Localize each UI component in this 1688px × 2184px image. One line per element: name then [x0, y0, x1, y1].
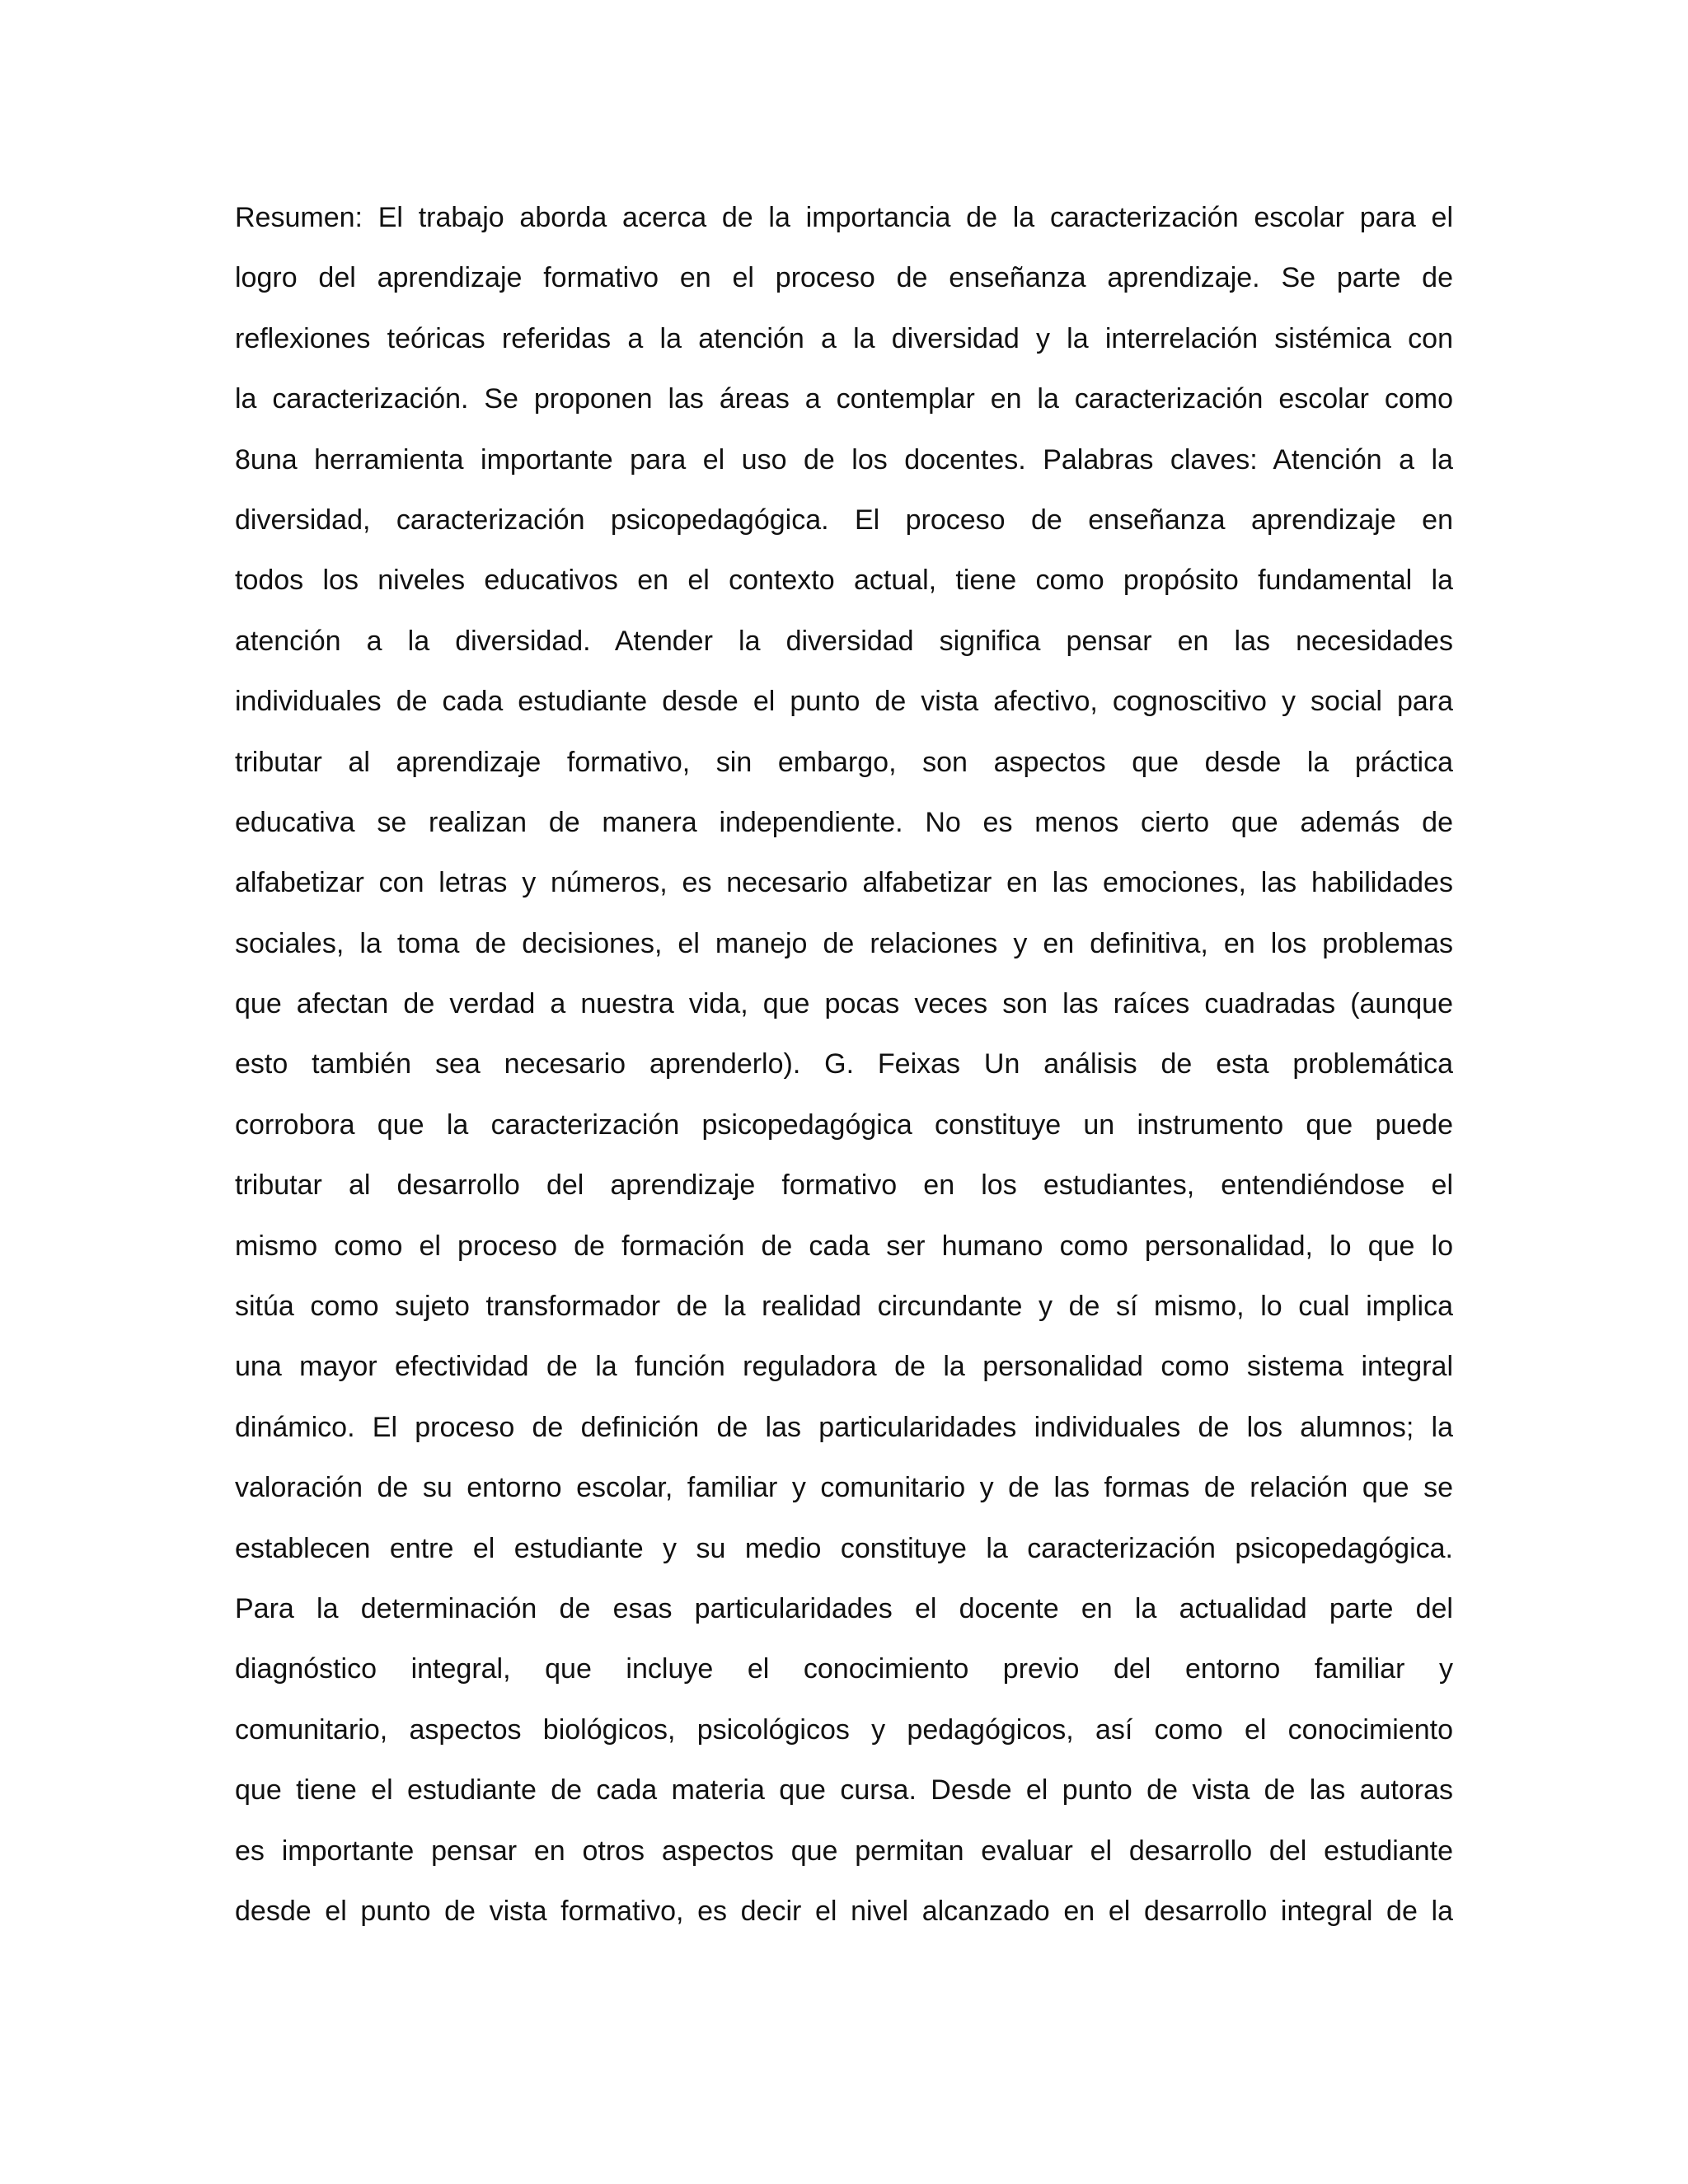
text-line: comunitario, aspectos biológicos, psicológicos y pedagógicos, así como el conocimiento — [235, 1713, 1453, 1746]
text-line: Para la determinación de esas particularidades el docente en la actualidad parte del — [235, 1592, 1453, 1624]
text-line: mismo como el proceso de formación de cada ser humano como personalidad, lo que lo — [235, 1230, 1453, 1262]
text-line: que tiene el estudiante de cada materia que cursa. Desde el punto de vista de las autoras — [235, 1774, 1453, 1807]
text-line: que afectan de verdad a nuestra vida, que pocas veces son las raíces cuadradas (aunque — [235, 988, 1453, 1020]
body-paragraph — [235, 188, 1453, 1968]
text-line: sitúa como sujeto transformador de la realidad circundante y de sí mismo, lo cual implica — [235, 1291, 1453, 1323]
text-line: atención a la diversidad. Atender la diversidad significa pensar en las necesidades — [235, 625, 1453, 657]
text-line: corrobora que la caracterización psicopedagógica constituye un instrumento que puede — [235, 1108, 1453, 1141]
text-line: sociales, la toma de decisiones, el manejo de relaciones y en definitiva, en los problemas — [235, 927, 1453, 959]
text-line: educativa se realizan de manera independiente. No es menos cierto que además de — [235, 806, 1453, 838]
text-line: alfabetizar con letras y números, es necesario alfabetizar en las emociones, las habilidades — [235, 867, 1453, 899]
text-line: individuales de cada estudiante desde el punto de vista afectivo, cognoscitivo y social para — [235, 686, 1453, 718]
text-line: tributar al desarrollo del aprendizaje formativo en los estudiantes, entendiéndose el — [235, 1169, 1453, 1202]
text-line: establecen entre el estudiante y su medio constituye la caracterización psicopedagógica. — [235, 1532, 1453, 1564]
text-line: reflexiones teóricas referidas a la atención a la diversidad y la interrelación sistémica con — [235, 322, 1453, 354]
text-line: la caracterización. Se proponen las áreas a contemplar en la caracterización escolar como — [235, 383, 1453, 415]
text-line: todos los niveles educativos en el contexto actual, tiene como propósito fundamental la — [235, 565, 1453, 597]
text-line: diversidad, caracterización psicopedagógica. El proceso de enseñanza aprendizaje en — [235, 504, 1453, 536]
text-line: valoración de su entorno escolar, familiar y comunitario y de las formas de relación que se — [235, 1472, 1453, 1504]
text-line: tributar al aprendizaje formativo, sin embargo, son aspectos que desde la práctica — [235, 746, 1453, 778]
text-line: desde el punto de vista formativo, es decir el nivel alcanzado en el desarrollo integral de la — [235, 1895, 1453, 1927]
text-line: esto también sea necesario aprenderlo). G. Feixas Un análisis de esta problemática — [235, 1048, 1453, 1080]
text-line: es importante pensar en otros aspectos que permitan evaluar el desarrollo del estudiante — [235, 1835, 1453, 1867]
text-line: una mayor efectividad de la función reguladora de la personalidad como sistema integral — [235, 1351, 1453, 1383]
text-line: logro del aprendizaje formativo en el proceso de enseñanza aprendizaje. Se parte de — [235, 262, 1453, 294]
text-line: dinámico. El proceso de definición de las particularidades individuales de los alumnos; la — [235, 1411, 1453, 1443]
text-line: diagnóstico integral, que incluye el conocimiento previo del entorno familiar y — [235, 1653, 1453, 1685]
text-line: Resumen: El trabajo aborda acerca de la importancia de la caracterización escolar para el — [235, 202, 1453, 233]
text-line: 8una herramienta importante para el uso de los docentes. Palabras claves: Atención a la — [235, 443, 1453, 476]
